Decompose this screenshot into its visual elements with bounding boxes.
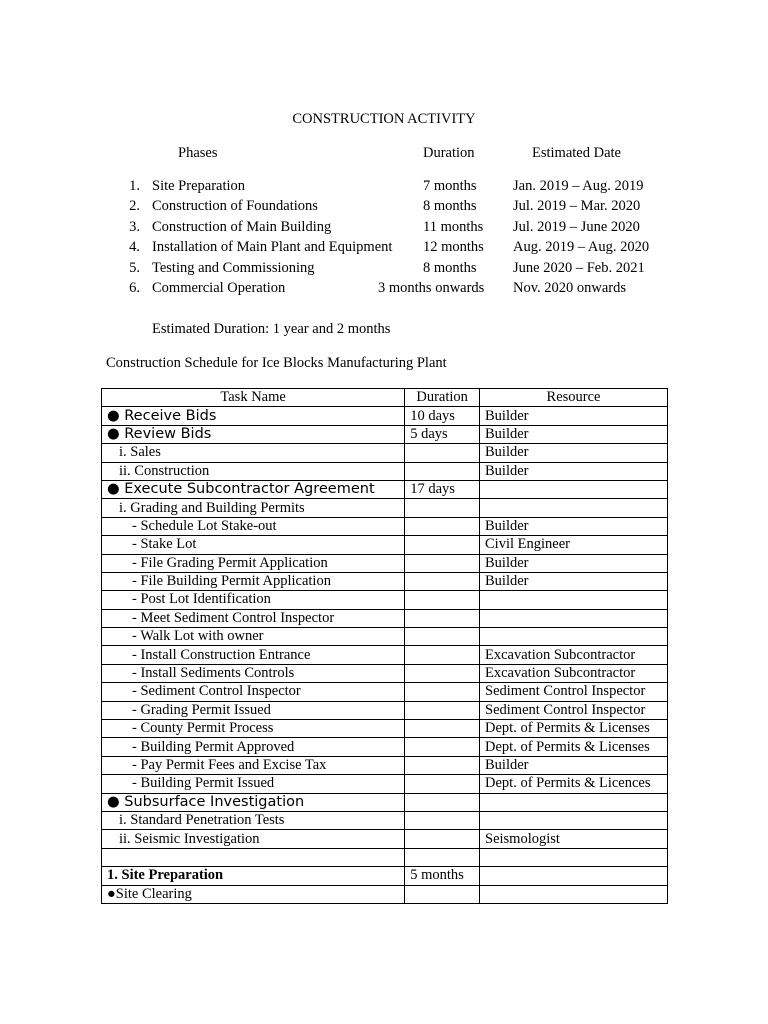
phase-row	[0, 199, 768, 219]
duration-cell	[405, 738, 480, 756]
task-name-cell: - Install Sediments Controls	[102, 664, 405, 682]
resource-cell: Builder	[480, 462, 668, 480]
table-row	[102, 830, 668, 848]
duration-cell	[405, 554, 480, 572]
phase-duration: 3 months onwards	[378, 280, 485, 296]
schedule-table	[101, 388, 668, 904]
duration-cell	[405, 462, 480, 480]
header-task-name: Task Name	[102, 389, 405, 407]
duration-cell	[405, 628, 480, 646]
table-row	[102, 462, 668, 480]
page-title: CONSTRUCTION ACTIVITY	[292, 111, 476, 127]
resource-cell	[480, 885, 668, 903]
resource-cell: Builder	[480, 572, 668, 590]
task-name-cell: - Building Permit Issued	[102, 775, 405, 793]
duration-cell	[405, 885, 480, 903]
phase-name: Site Preparation	[152, 178, 246, 194]
duration-cell	[405, 793, 480, 811]
phase-duration: 7 months	[423, 178, 477, 194]
task-name-cell: i. Standard Penetration Tests	[102, 811, 405, 829]
duration-cell: 5 months	[405, 867, 480, 885]
task-name-cell	[102, 848, 405, 866]
table-row	[102, 425, 668, 443]
duration-cell: 10 days	[405, 407, 480, 425]
resource-cell	[480, 811, 668, 829]
duration-cell	[405, 572, 480, 590]
task-name-cell: - Grading Permit Issued	[102, 701, 405, 719]
task-name-cell: i. Sales	[102, 444, 405, 462]
phase-number: 5.	[129, 260, 140, 276]
resource-cell	[480, 609, 668, 627]
phase-date: Aug. 2019 – Aug. 2020	[513, 239, 650, 255]
table-row	[102, 701, 668, 719]
duration-cell	[405, 701, 480, 719]
phase-name: Commercial Operation	[152, 280, 286, 296]
task-name-cell: - File Building Permit Application	[102, 572, 405, 590]
table-row	[102, 811, 668, 829]
phase-number: 2.	[129, 198, 140, 214]
table-row	[102, 480, 668, 498]
duration-cell: 17 days	[405, 480, 480, 498]
phase-row	[0, 261, 768, 281]
resource-cell	[480, 499, 668, 517]
resource-cell: Sediment Control Inspector	[480, 701, 668, 719]
resource-cell	[480, 848, 668, 866]
phase-duration: 11 months	[423, 219, 484, 235]
duration-cell	[405, 664, 480, 682]
task-name-cell: - Pay Permit Fees and Excise Tax	[102, 756, 405, 774]
resource-cell	[480, 867, 668, 885]
header-resource: Resource	[480, 389, 668, 407]
resource-cell: Dept. of Permits & Licences	[480, 775, 668, 793]
duration-cell	[405, 499, 480, 517]
phase-row	[0, 179, 768, 199]
task-name-cell: ● Receive Bids	[102, 407, 405, 425]
table-row	[102, 756, 668, 774]
task-name-cell: ● Execute Subcontractor Agreement	[102, 480, 405, 498]
resource-cell: Builder	[480, 425, 668, 443]
phase-row	[0, 281, 768, 301]
task-name-cell: - Sediment Control Inspector	[102, 683, 405, 701]
phase-date: June 2020 – Feb. 2021	[513, 260, 645, 276]
resource-cell: Builder	[480, 444, 668, 462]
phases-header: Phases	[178, 145, 218, 161]
table-row	[102, 885, 668, 903]
duration-cell: 5 days	[405, 425, 480, 443]
resource-cell: Excavation Subcontractor	[480, 646, 668, 664]
phase-name: Installation of Main Plant and Equipment	[152, 239, 393, 255]
phase-duration: 12 months	[423, 239, 484, 255]
table-row	[102, 407, 668, 425]
resource-cell: Civil Engineer	[480, 536, 668, 554]
duration-cell	[405, 848, 480, 866]
table-header-row	[102, 389, 668, 407]
phase-date: Jul. 2019 – June 2020	[513, 219, 640, 235]
duration-cell	[405, 517, 480, 535]
task-name-cell: - Schedule Lot Stake-out	[102, 517, 405, 535]
duration-cell	[405, 646, 480, 664]
phase-number: 6.	[129, 280, 140, 296]
task-name-cell: 1. Site Preparation	[102, 867, 405, 885]
table-row	[102, 591, 668, 609]
phase-name: Testing and Commissioning	[152, 260, 315, 276]
duration-cell	[405, 830, 480, 848]
table-row	[102, 775, 668, 793]
resource-cell	[480, 628, 668, 646]
table-row	[102, 720, 668, 738]
table-row	[102, 517, 668, 535]
resource-cell: Dept. of Permits & Licenses	[480, 720, 668, 738]
duration-cell	[405, 444, 480, 462]
phase-duration: 8 months	[423, 260, 477, 276]
table-row	[102, 738, 668, 756]
table-row	[102, 499, 668, 517]
table-row	[102, 683, 668, 701]
duration-cell	[405, 775, 480, 793]
phase-duration: 8 months	[423, 198, 477, 214]
resource-cell: Excavation Subcontractor	[480, 664, 668, 682]
resource-cell	[480, 591, 668, 609]
table-row	[102, 628, 668, 646]
phase-name: Construction of Main Building	[152, 219, 332, 235]
table-row	[102, 848, 668, 866]
duration-header: Duration	[423, 145, 475, 161]
duration-cell	[405, 591, 480, 609]
task-name-cell: - Meet Sediment Control Inspector	[102, 609, 405, 627]
phase-number: 1.	[129, 178, 140, 194]
duration-cell	[405, 536, 480, 554]
table-row	[102, 867, 668, 885]
resource-cell: Builder	[480, 517, 668, 535]
resource-cell: Builder	[480, 554, 668, 572]
resource-cell: Sediment Control Inspector	[480, 683, 668, 701]
phase-number: 4.	[129, 239, 140, 255]
task-name-cell: ii. Seismic Investigation	[102, 830, 405, 848]
schedule-title: Construction Schedule for Ice Blocks Manufacturing Plant	[106, 355, 447, 371]
task-name-cell: - Stake Lot	[102, 536, 405, 554]
duration-cell	[405, 720, 480, 738]
estimated-duration: Estimated Duration: 1 year and 2 months	[152, 321, 391, 337]
table-row	[102, 572, 668, 590]
resource-cell	[480, 480, 668, 498]
task-name-cell: ●Site Clearing	[102, 885, 405, 903]
duration-cell	[405, 683, 480, 701]
task-name-cell: ● Review Bids	[102, 425, 405, 443]
table-row	[102, 536, 668, 554]
phase-number: 3.	[129, 219, 140, 235]
phase-name: Construction of Foundations	[152, 198, 318, 214]
table-row	[102, 609, 668, 627]
phase-date: Jul. 2019 – Mar. 2020	[513, 198, 641, 214]
task-name-cell: - Building Permit Approved	[102, 738, 405, 756]
task-name-cell: - File Grading Permit Application	[102, 554, 405, 572]
duration-cell	[405, 756, 480, 774]
duration-cell	[405, 811, 480, 829]
table-row	[102, 554, 668, 572]
resource-cell	[480, 793, 668, 811]
phase-date: Jan. 2019 – Aug. 2019	[513, 178, 644, 194]
date-header: Estimated Date	[532, 145, 621, 161]
table-row	[102, 646, 668, 664]
task-name-cell: - Walk Lot with owner	[102, 628, 405, 646]
task-name-cell: - County Permit Process	[102, 720, 405, 738]
duration-cell	[405, 609, 480, 627]
phase-row	[0, 240, 768, 260]
task-name-cell: ● Subsurface Investigation	[102, 793, 405, 811]
task-name-cell: - Post Lot Identification	[102, 591, 405, 609]
resource-cell: Builder	[480, 756, 668, 774]
phase-row	[0, 220, 768, 240]
resource-cell: Dept. of Permits & Licenses	[480, 738, 668, 756]
table-row	[102, 664, 668, 682]
resource-cell: Builder	[480, 407, 668, 425]
resource-cell: Seismologist	[480, 830, 668, 848]
table-row	[102, 444, 668, 462]
header-duration: Duration	[405, 389, 480, 407]
task-name-cell: i. Grading and Building Permits	[102, 499, 405, 517]
table-row	[102, 793, 668, 811]
task-name-cell: ii. Construction	[102, 462, 405, 480]
task-name-cell: - Install Construction Entrance	[102, 646, 405, 664]
phase-date: Nov. 2020 onwards	[513, 280, 627, 296]
